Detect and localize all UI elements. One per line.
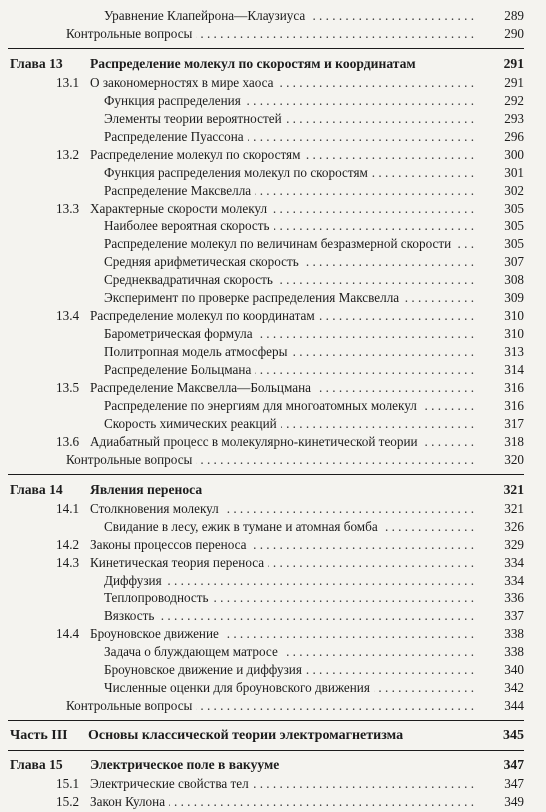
toc-chapter-row <box>0 480 546 500</box>
toc-entry-title: Явления переноса <box>90 481 203 497</box>
toc-page-number: 309 <box>504 290 524 306</box>
toc-chapter-row <box>0 755 546 775</box>
toc-entry-title: Средняя арифметическая скорость <box>104 254 299 270</box>
toc-entry-title: Диффузия <box>104 572 162 588</box>
toc-page-number: 318 <box>504 433 524 449</box>
toc-page-number: 347 <box>503 757 524 773</box>
toc-chapter-row <box>0 54 546 74</box>
toc-page-number: 349 <box>504 793 524 809</box>
toc-entry-title: О закономерностях в мире хаоса <box>90 74 274 90</box>
toc-entry-number: Глава 15 <box>10 757 63 773</box>
toc-entry-title: Распределение по энергиям для многоатомных молекул <box>104 397 417 413</box>
toc-page-number: 300 <box>504 146 524 162</box>
toc-entry-title: Электрическое поле в вакууме <box>90 757 280 773</box>
toc-entry-row <box>0 792 546 812</box>
toc-page-number: 326 <box>504 518 524 534</box>
toc-page-number: 336 <box>504 590 524 606</box>
toc-page-number: 316 <box>504 397 524 413</box>
toc-entry-row <box>0 450 546 470</box>
toc-dot-leader <box>169 792 474 812</box>
toc-entry-number: 13.5 <box>56 380 80 395</box>
toc-entry-row <box>0 24 546 44</box>
toc-entry-title: Функция распределения молекул по скоростям <box>104 164 368 180</box>
toc-entry-title: Распределение Больцмана <box>104 362 252 378</box>
toc-page-number: 305 <box>504 200 524 216</box>
toc-entry-number: 14.4 <box>56 626 80 642</box>
toc-page-number: 338 <box>504 644 524 660</box>
toc-dot-leader <box>196 450 474 470</box>
toc-page-number: 305 <box>504 218 524 234</box>
toc-entry-title: Закон Кулона <box>90 793 166 809</box>
toc-entry-title: Скорость химических реакций <box>104 415 277 431</box>
toc-entry-title: Распределение Максвелла <box>104 182 252 198</box>
toc-page-number: 291 <box>504 74 524 90</box>
toc-entry-title: Барометрическая формула <box>104 326 253 342</box>
toc-page-number: 310 <box>504 326 524 342</box>
toc-part-row <box>0 726 546 746</box>
toc-page-number: 320 <box>504 451 524 467</box>
toc-page-number: 344 <box>504 698 524 714</box>
toc-page-number: 321 <box>504 500 524 516</box>
toc-entry-title: Броуновское движение <box>90 626 219 642</box>
toc-entry-number: 13.3 <box>56 200 80 216</box>
toc-entry-title: Распределение молекул по координатам <box>90 308 315 324</box>
toc-entry-title: Распределение молекул по скоростям <box>90 146 301 162</box>
toc-entry-title: Столкновения молекул <box>90 500 219 516</box>
toc-entry-title: Основы классической теории электромагнетизма <box>88 728 404 744</box>
section-divider <box>8 720 524 721</box>
toc-entry-number: 13.1 <box>56 74 80 90</box>
toc-entry-title: Элементы теории вероятностей <box>104 110 282 126</box>
toc-entry-number: 14.3 <box>56 554 80 570</box>
toc-entry-title: Свидание в лесу, ежик в тумане и атомная бомба <box>104 518 378 534</box>
section-divider <box>8 474 524 475</box>
toc-entry-title: Контрольные вопросы <box>66 25 193 41</box>
toc-page-number: 302 <box>504 182 524 198</box>
toc-dot-leader <box>196 24 474 44</box>
toc-entry-number: 13.4 <box>56 308 80 324</box>
toc-entry-row <box>0 696 546 716</box>
toc-page-number: 338 <box>504 626 524 642</box>
toc-entry-title: Кинетическая теория переноса <box>90 554 265 570</box>
toc-entry-number: Часть III <box>10 728 68 744</box>
toc-entry-title: Задача о блуждающем матросе <box>104 644 278 660</box>
toc-dot-leader <box>196 696 474 716</box>
toc-entry-title: Броуновское движение и диффузия <box>104 662 302 678</box>
toc-page-number: 337 <box>504 608 524 624</box>
toc-entry-title: Наиболее вероятная скорость <box>104 218 270 234</box>
toc-entry-title: Распределение молекул по скоростям и координатам <box>90 55 416 71</box>
toc-entry-title: Политропная модель атмосферы <box>104 344 288 360</box>
toc-page-number: 345 <box>503 728 524 744</box>
toc-page-number: 342 <box>504 680 524 696</box>
toc-entry-title: Среднеквадратичная скорость <box>104 272 273 288</box>
toc-entry-title: Распределение Пуассона <box>104 128 244 144</box>
toc-page-number: 314 <box>504 362 524 378</box>
toc-page-number: 313 <box>504 344 524 360</box>
toc-page-number: 305 <box>504 236 524 252</box>
toc-page-number: 316 <box>504 380 524 395</box>
toc-page-number: 340 <box>504 662 524 678</box>
toc-page-number: 329 <box>504 536 524 552</box>
toc-entry-title: Распределение молекул по величинам безразмерной скорости <box>104 236 452 252</box>
toc-entry-number: 15.1 <box>56 776 80 791</box>
toc-entry-title: Распределение Максвелла—Больцмана <box>90 380 312 395</box>
toc-entry-title: Адиабатный процесс в молекулярно-кинетической теории <box>90 433 418 449</box>
toc-page-number: 334 <box>504 554 524 570</box>
toc-page-number: 321 <box>503 481 524 497</box>
toc-entry-number: 13.2 <box>56 146 80 162</box>
toc-page-number: 290 <box>504 25 524 41</box>
toc-page-number: 301 <box>504 164 524 180</box>
toc-entry-title: Контрольные вопросы <box>66 451 193 467</box>
toc-entry-title: Эксперимент по проверке распределения Максвелла <box>104 290 400 306</box>
toc-entry-number: 14.1 <box>56 500 80 516</box>
toc-entry-title: Характерные скорости молекул <box>90 200 268 216</box>
toc-entry-title: Уравнение Клапейрона—Клаузиуса <box>104 8 306 23</box>
toc-page-number: 296 <box>504 128 524 144</box>
toc-entry-number: 14.2 <box>56 536 80 552</box>
toc-entry-title: Теплопроводность <box>104 590 209 606</box>
toc-entry-title: Численные оценки для броуновского движения <box>104 680 370 696</box>
section-divider <box>8 750 524 751</box>
toc-entry-title: Вязкость <box>104 608 155 624</box>
toc-page-number: 334 <box>504 572 524 588</box>
toc-page-number: 293 <box>504 110 524 126</box>
toc-entry-number: Глава 13 <box>10 55 63 71</box>
toc-entry-number: Глава 14 <box>10 481 63 497</box>
toc-page-number: 289 <box>504 8 524 23</box>
toc-entry-number: 13.6 <box>56 433 80 449</box>
toc-page-number: 317 <box>504 415 524 431</box>
toc-page-number: 310 <box>504 308 524 324</box>
toc-page-number: 307 <box>504 254 524 270</box>
toc-entry-title: Контрольные вопросы <box>66 698 193 714</box>
toc-entry-number: 15.2 <box>56 793 80 809</box>
toc-entry-title: Функция распределения <box>104 92 241 108</box>
section-divider <box>8 48 524 49</box>
toc-page-number: 308 <box>504 272 524 288</box>
toc-entry-title: Электрические свойства тел <box>90 776 249 791</box>
toc-entry-title: Законы процессов переноса <box>90 536 247 552</box>
toc-page-number: 291 <box>503 55 524 71</box>
toc-page-number: 347 <box>504 776 524 791</box>
toc-page-number: 292 <box>504 92 524 108</box>
